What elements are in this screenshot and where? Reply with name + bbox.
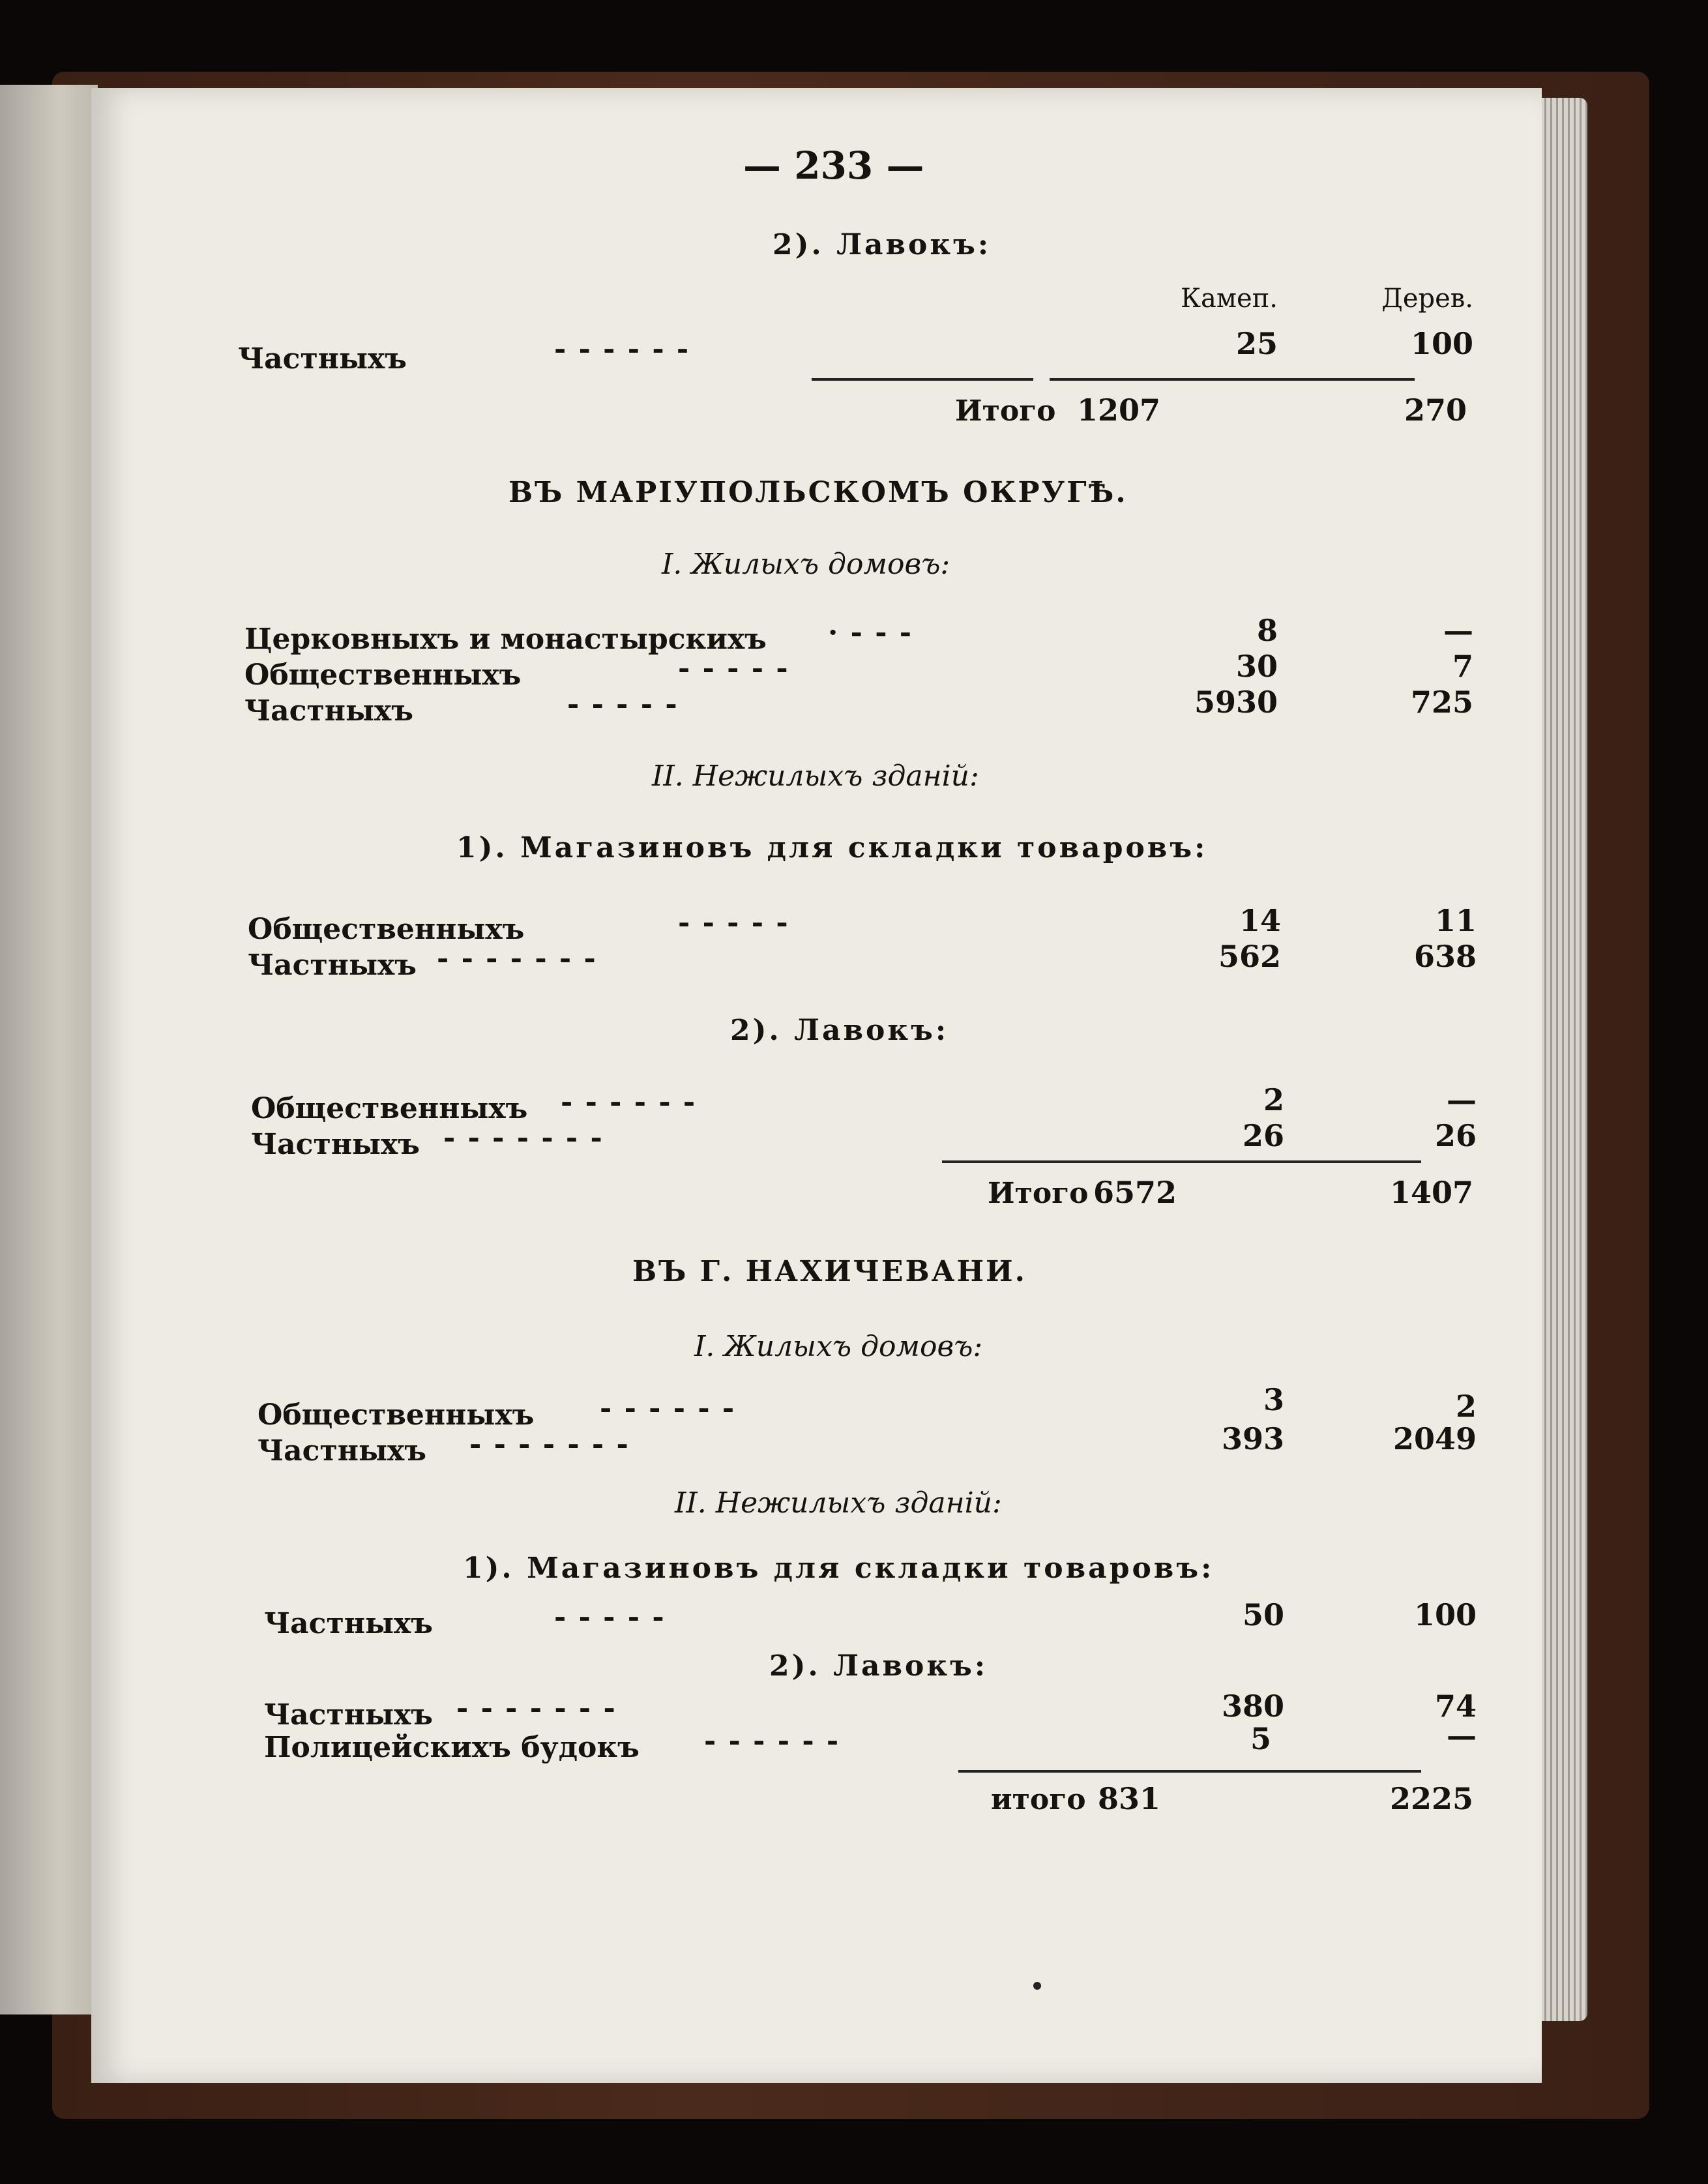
section-heading-mariupol: ВЪ МАРІУПОЛЬСКОМЪ ОКРУГѢ. [508, 476, 1128, 509]
row-dashes: - - - - - - - [456, 1692, 617, 1725]
row-value-stone: 2 [1263, 1082, 1284, 1117]
row-value-wood: 100 [1410, 326, 1473, 361]
row-value-stone: 5 [1250, 1721, 1271, 1756]
row-value-wood: — [1447, 1718, 1477, 1753]
row-label: Частныхъ [264, 1698, 434, 1732]
row-label: Общественныхъ [244, 658, 522, 692]
row-label: Частныхъ [258, 1434, 427, 1468]
row-value-stone: 3 [1263, 1382, 1284, 1417]
row-dashes: - - - - - [678, 906, 789, 939]
row-value-stone: 393 [1221, 1421, 1284, 1456]
row-label: Общественныхъ [248, 913, 525, 946]
row-value-wood: 2049 [1392, 1421, 1477, 1456]
total-label: Итого [955, 394, 1056, 428]
row-dashes: - - - - - [554, 1601, 666, 1634]
column-header-wood: Дерев. [1381, 284, 1473, 314]
table-rule [812, 378, 1033, 381]
row-value-wood: 638 [1413, 939, 1477, 974]
table-rule [1050, 378, 1415, 381]
subheading-residential: I. Жилыхъ домовъ: [694, 1330, 983, 1363]
row-value-stone: 562 [1218, 939, 1281, 974]
total-value-wood: 2225 [1389, 1781, 1473, 1816]
row-value-stone: 26 [1242, 1118, 1284, 1153]
total-label: итого [991, 1783, 1086, 1816]
subheading-shops: 2). Лавокъ: [769, 1649, 988, 1683]
total-value-stone: 831 [1097, 1781, 1160, 1816]
row-dashes: - - - - - - [561, 1085, 697, 1119]
row-value-stone: 25 [1235, 326, 1278, 361]
subheading-nonresidential: II. Нежилыхъ зданій: [652, 760, 979, 793]
row-label: Частныхъ [238, 342, 407, 376]
block1-heading: 2). Лавокъ: [773, 228, 992, 261]
row-value-wood: 2 [1455, 1389, 1477, 1424]
row-label: Церковныхъ и монастырскихъ [244, 623, 767, 656]
subheading-shops: 2). Лавокъ: [730, 1014, 949, 1047]
row-dashes: - - - - - - [704, 1724, 840, 1758]
row-label: Частныхъ [248, 949, 417, 982]
row-value-stone: 8 [1256, 613, 1278, 648]
subheading-warehouses: 1). Магазиновъ для складки товаровъ: [463, 1552, 1215, 1585]
row-label: Частныхъ [244, 694, 414, 728]
total-label: Итого [988, 1177, 1089, 1210]
row-value-wood: 100 [1413, 1597, 1477, 1632]
row-dashes: - - - - - - - [469, 1428, 630, 1461]
section-heading-nakhichevan: ВЪ Г. НАХИЧЕВАНИ. [632, 1255, 1027, 1288]
row-value-stone: 5930 [1194, 685, 1278, 720]
table-rule [942, 1160, 1421, 1163]
table-rule [958, 1770, 1421, 1773]
row-dashes: - - - - - - - [437, 942, 597, 975]
column-header-stone: Камеп. [1181, 284, 1278, 314]
row-value-wood: 7 [1452, 649, 1473, 684]
row-dashes: - - - - - - [600, 1392, 736, 1425]
total-value-wood: 270 [1404, 392, 1467, 428]
row-value-stone: 14 [1239, 903, 1281, 938]
row-value-wood: 26 [1434, 1118, 1477, 1153]
row-label: Общественныхъ [258, 1398, 535, 1432]
row-label: Частныхъ [264, 1607, 434, 1640]
row-dashes: - - - - - [567, 688, 679, 721]
left-page-edge [0, 85, 98, 2014]
total-value-wood: 1407 [1389, 1175, 1473, 1210]
total-value-stone: 6572 [1093, 1175, 1177, 1210]
row-value-wood: 11 [1434, 903, 1477, 938]
row-value-wood: — [1447, 1082, 1477, 1117]
row-label: Общественныхъ [251, 1092, 528, 1125]
row-dashes: - - - - - - - [443, 1121, 604, 1155]
page-number: — 233 — [743, 143, 924, 188]
row-value-wood: — [1443, 613, 1473, 648]
book-page [91, 88, 1542, 2083]
subheading-residential: I. Жилыхъ домовъ: [662, 548, 950, 581]
row-value-wood: 74 [1434, 1689, 1477, 1724]
row-dashes: - - - - - [678, 652, 789, 685]
row-dashes: - - - - - - [554, 332, 690, 366]
row-dashes: · - - - [828, 616, 913, 649]
total-value-stone: 1207 [1076, 392, 1160, 428]
row-value-stone: 50 [1242, 1597, 1284, 1632]
row-label: Полицейскихъ будокъ [264, 1731, 640, 1764]
ink-dot [1033, 1982, 1041, 1990]
row-value-wood: 725 [1410, 685, 1473, 720]
row-value-stone: 30 [1235, 649, 1278, 684]
subheading-nonresidential: II. Нежилыхъ зданій: [675, 1486, 1002, 1520]
row-label: Частныхъ [251, 1128, 420, 1161]
subheading-warehouses: 1). Магазиновъ для складки товаровъ: [456, 831, 1208, 864]
row-value-stone: 380 [1221, 1689, 1284, 1724]
